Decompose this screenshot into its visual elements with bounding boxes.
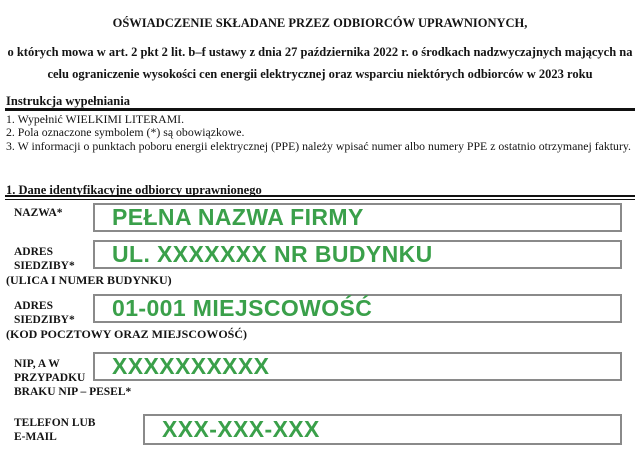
adres-ulica-value: UL. XXXXXXX NR BUDYNKU xyxy=(112,241,433,267)
field-label-telefon-email: TELEFON LUB E-MAIL xyxy=(14,417,96,443)
adres-ulica-input[interactable] xyxy=(93,240,622,269)
telefon-email-input[interactable] xyxy=(143,414,622,445)
instructions-list xyxy=(6,113,638,153)
field-label-nazwa: NAZWA* xyxy=(14,207,63,219)
instruction-item-1: 1. Wypełnić WIELKIMI LITERAMI. xyxy=(6,112,185,126)
section1-rule xyxy=(5,195,635,200)
nip-pesel-value: XXXXXXXXXX xyxy=(112,353,270,379)
form-title-line-2: o których mowa w art. 2 pkt 2 lit. b–f ustawy z dnia 27 października 2022 r. o środkach nadzwyczajnych mających na xyxy=(7,45,633,59)
sublabel-kod-pocztowy-miejscowosc: (KOD POCZTOWY ORAZ MIEJSCOWOŚĆ) xyxy=(6,327,248,341)
form-title-line-1: OŚWIADCZENIE SKŁADANE PRZEZ ODBIORCÓW UPRAWNIONYCH, xyxy=(112,16,528,30)
field-label-nip-pesel: NIP, A W PRZYPADKU BRAKU NIP – PESEL* xyxy=(14,358,132,398)
instructions-rule xyxy=(5,108,635,111)
instruction-item-2: 2. Pola oznaczone symbolem (*) są obowiązkowe. xyxy=(6,125,245,140)
section1-heading: 1. Dane identyfikacyjne odbiorcy uprawnionego xyxy=(6,183,262,197)
adres-kod-input[interactable] xyxy=(93,294,622,323)
sublabel-ulica-i-numer-budynku: (ULICA I NUMER BUDYNKU) xyxy=(6,273,172,287)
nazwa-input[interactable] xyxy=(93,203,622,232)
adres-kod-value: 01-001 MIEJSCOWOŚĆ xyxy=(112,295,373,321)
field-label-adres-kod: ADRES SIEDZIBY* xyxy=(14,300,75,326)
instruction-item-3: 3. W informacji o punktach poboru energii elektrycznej (PPE) należy wpisać numer albo numery PPE z ostatnio otrzymanej faktury. xyxy=(6,138,631,153)
nip-pesel-input[interactable] xyxy=(93,352,622,381)
instructions-heading: Instrukcja wypełniania xyxy=(6,94,130,108)
field-label-adres-ulica: ADRES SIEDZIBY* xyxy=(14,246,75,272)
form-title-line-3: celu ograniczenie wysokości cen energii elektrycznej oraz wsparciu niektórych odbiorców w 2023 roku xyxy=(47,67,593,81)
telefon-email-value: XXX-XXX-XXX xyxy=(162,416,320,442)
nazwa-value: PEŁNA NAZWA FIRMY xyxy=(112,204,364,230)
